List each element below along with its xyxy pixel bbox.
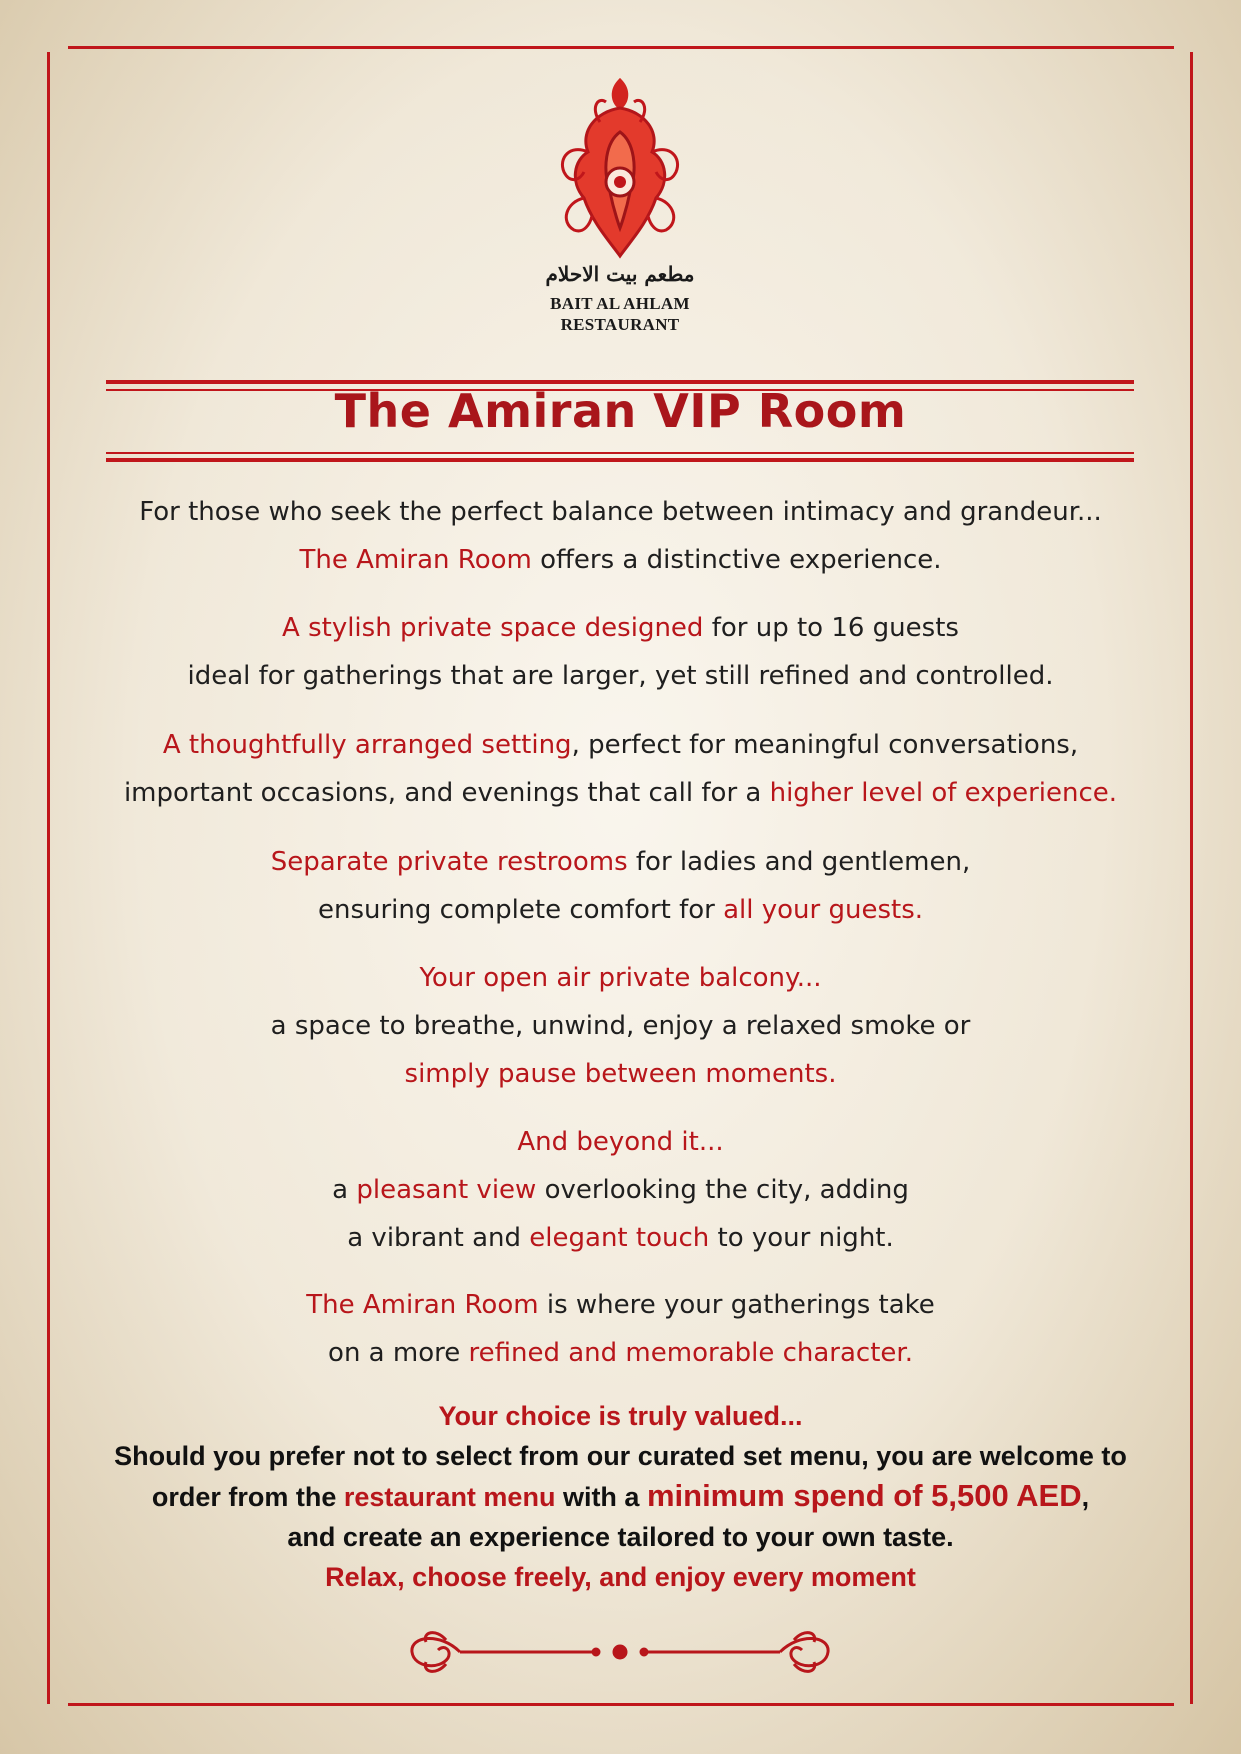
body-text: a vibrant and	[347, 1223, 530, 1253]
body-text: overlooking the city, adding	[536, 1175, 909, 1205]
paragraph-line	[0, 1050, 1241, 1098]
highlight-text: simply pause between moments.	[404, 1059, 837, 1089]
highlight-text: A stylish private space designed	[282, 613, 704, 643]
paragraph-restrooms	[0, 838, 1241, 934]
body-text: for up to 16 guests	[703, 613, 959, 643]
paragraph-line	[0, 769, 1241, 817]
highlight-text: And beyond it...	[517, 1127, 724, 1157]
logo-name-line2: RESTAURANT	[560, 315, 680, 334]
paragraph-intro	[0, 488, 1241, 584]
paragraph-line	[0, 1166, 1241, 1214]
page-title: The Amiran VIP Room	[334, 384, 907, 438]
frame-top	[68, 46, 1174, 49]
closing-line-2-part-e: ,	[1081, 1482, 1090, 1512]
body-text: offers a distinctive experience.	[531, 545, 942, 575]
paragraph-character	[0, 1281, 1241, 1377]
closing-line-2-part-c: with a	[555, 1482, 647, 1512]
logo-name-line1: BAIT AL AHLAM	[550, 294, 690, 313]
closing-heading: Your choice is truly valued...	[438, 1401, 803, 1431]
body-text: is where your gatherings take	[538, 1290, 935, 1320]
paragraph-line	[0, 886, 1241, 934]
paragraph-line	[0, 1214, 1241, 1262]
logo-arabic-name: مطعم بيت الاحلام	[545, 262, 695, 286]
highlight-text: higher level of experience.	[769, 778, 1118, 808]
paragraph-line	[0, 488, 1241, 536]
body-text: to your night.	[709, 1223, 894, 1253]
highlight-text: pleasant view	[356, 1175, 537, 1205]
closing-line-2-part-a: order from the	[151, 1482, 344, 1512]
body-text: ideal for gatherings that are larger, yet still refined and controlled.	[187, 661, 1054, 691]
ornament-flower-icon	[540, 72, 700, 262]
paragraph-line	[0, 838, 1241, 886]
closing-line-4: Relax, choose freely, and enjoy every moment	[325, 1562, 916, 1592]
body-text: a space to breathe, unwind, enjoy a relaxed smoke or	[270, 1011, 971, 1041]
restaurant-menu-text: restaurant menu	[343, 1482, 556, 1512]
paragraph-line	[0, 954, 1241, 1002]
paragraph-line	[0, 604, 1241, 652]
highlight-text: Your open air private balcony...	[419, 963, 822, 993]
restaurant-logo	[540, 72, 700, 342]
bottom-divider-ornament	[400, 1622, 840, 1682]
highlight-text: elegant touch	[529, 1223, 710, 1253]
body-text: on a more	[328, 1338, 469, 1368]
title-rule-bottom-1	[106, 452, 1134, 454]
paragraph-line	[0, 1329, 1241, 1377]
highlight-text: refined and memorable character.	[468, 1338, 913, 1368]
body-text: ensuring complete comfort for	[317, 895, 724, 925]
paragraph-line	[0, 536, 1241, 584]
minimum-spend-text: minimum spend of 5,500 AED	[646, 1478, 1082, 1513]
divider-scroll-icon	[400, 1622, 840, 1682]
highlight-text: The Amiran Room	[299, 545, 532, 575]
highlight-text: The Amiran Room	[306, 1290, 539, 1320]
closing-block	[0, 1396, 1241, 1597]
body-text: , perfect for meaningful conversations,	[571, 730, 1079, 760]
paragraph-line	[0, 652, 1241, 700]
paragraph-view	[0, 1118, 1241, 1262]
paragraph-line	[0, 1002, 1241, 1050]
body-text: a	[332, 1175, 357, 1205]
closing-line-2	[0, 1476, 1241, 1517]
paragraph-line	[0, 721, 1241, 769]
highlight-text: Separate private restrooms	[270, 847, 628, 877]
paragraph-space	[0, 604, 1241, 700]
highlight-text: all your guests.	[723, 895, 924, 925]
paragraph-line	[0, 1281, 1241, 1329]
paragraph-line	[0, 1118, 1241, 1166]
highlight-text: A thoughtfully arranged setting	[162, 730, 572, 760]
body-text: important occasions, and evenings that call for a	[123, 778, 770, 808]
body-text: For those who seek the perfect balance between intimacy and grandeur...	[139, 497, 1102, 527]
body-text: for ladies and gentlemen,	[627, 847, 971, 877]
closing-line-1: Should you prefer not to select from our curated set menu, you are welcome to	[114, 1441, 1127, 1471]
title-rule-bottom-2	[106, 458, 1134, 462]
paragraph-setting	[0, 721, 1241, 817]
paragraph-balcony	[0, 954, 1241, 1098]
closing-line-3: and create an experience tailored to your own taste.	[287, 1522, 954, 1552]
frame-bottom	[68, 1703, 1174, 1706]
